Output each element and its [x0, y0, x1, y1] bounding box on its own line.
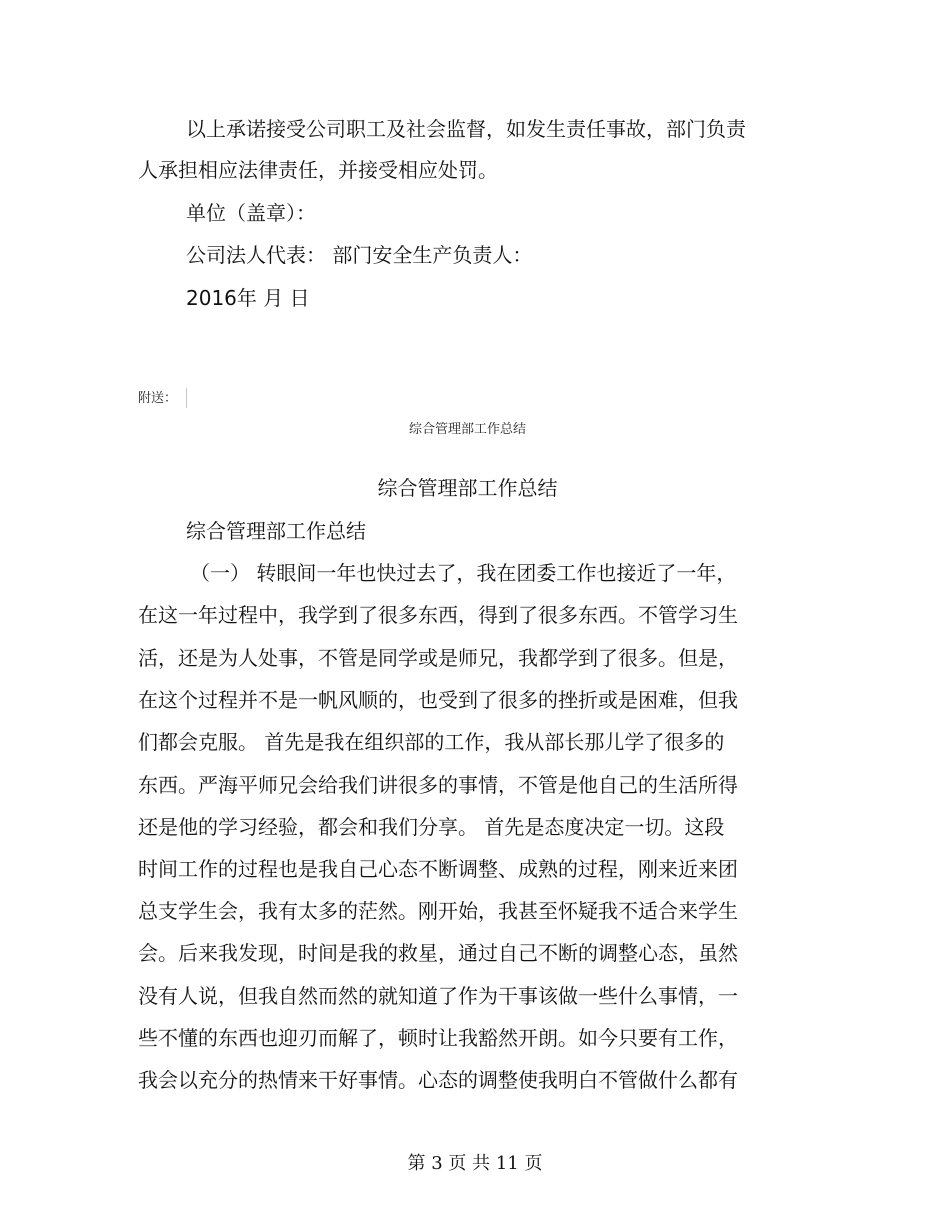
body-line-9: 总支学生会，我有太多的茫然。刚开始，我甚至怀疑我不适合来学生	[138, 899, 738, 923]
small-title: 综合管理部工作总结	[408, 422, 526, 437]
main-title: 综合管理部工作总结	[377, 476, 558, 500]
attachment-label: 附送：	[138, 391, 178, 406]
body-line-12: 些不懂的东西也迎刃而解了，顿时让我豁然开朗。如今只要有工作，	[138, 1026, 738, 1050]
representative-labels: 公司法人代表： 部门安全生产负责人：	[186, 243, 533, 267]
body-line-7: 还是他的学习经验，都会和我们分享。 首先是态度决定一切。这段	[138, 815, 725, 839]
commitment-line-1: 以上承诺接受公司职工及社会监督，如发生责任事故，部门负责	[186, 117, 746, 141]
body-line-1: （一） 转眼间一年也快过去了，我在团委工作也接近了一年，	[190, 561, 737, 585]
divider	[186, 388, 187, 408]
body-line-6: 东西。严海平师兄会给我们讲很多的事情，不管是他自己的生活所得	[138, 773, 738, 797]
date-line: 2016年 月 日	[186, 286, 310, 310]
body-line-11: 没有人说，但我自然而然的就知道了作为干事该做一些什么事情，一	[138, 984, 738, 1008]
body-line-8: 时间工作的过程也是我自己心态不断调整、成熟的过程，刚来近来团	[138, 857, 738, 881]
subheading: 综合管理部工作总结	[186, 519, 366, 543]
body-line-5: 们都会克服。 首先是我在组织部的工作，我从部长那儿学了很多的	[138, 730, 725, 754]
body-line-3: 活，还是为人处事，不管是同学或是师兄，我都学到了很多。但是，	[138, 646, 738, 670]
page-footer: 第 3 页 共 11 页	[407, 1153, 543, 1174]
body-line-13: 我会以充分的热情来干好事情。心态的调整使我明白不管做什么都有	[138, 1068, 738, 1092]
body-line-10: 会。后来我发现，时间是我的救星，通过自己不断的调整心态，虽然	[138, 941, 738, 965]
commitment-line-2: 人承担相应法律责任，并接受相应处罚。	[138, 158, 498, 182]
body-line-4: 在这个过程并不是一帆风顺的，也受到了很多的挫折或是困难，但我	[138, 688, 738, 712]
unit-seal-label: 单位（盖章）：	[186, 201, 316, 225]
body-line-2: 在这一年过程中，我学到了很多东西，得到了很多东西。不管学习生	[138, 603, 738, 627]
